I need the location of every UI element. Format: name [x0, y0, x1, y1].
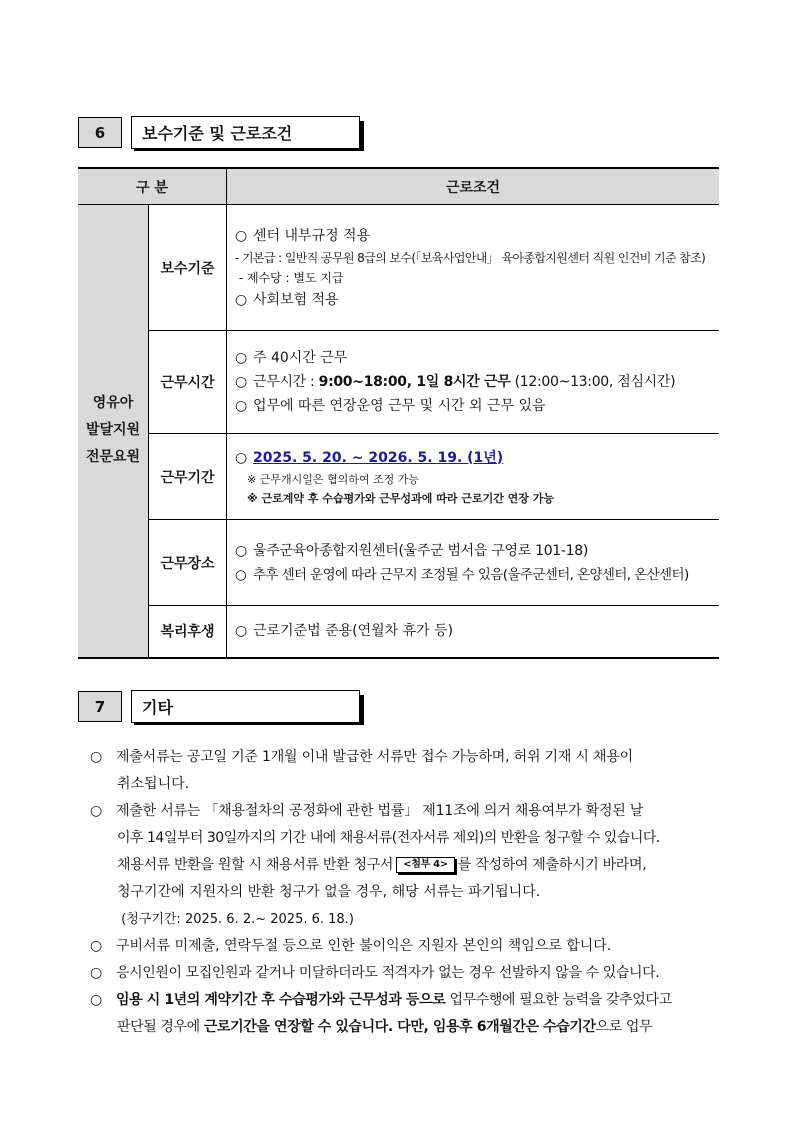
- etc-section: [90, 744, 730, 1041]
- pay-line: - 제수당 : 별도 지급: [235, 270, 344, 285]
- etc-text: 제출한 서류는 「채용절차의 공정화에 관한 법률」 제11조에 의거 채용여부가 확정된 날: [116, 803, 644, 819]
- table-row: [78, 205, 719, 331]
- pay-line: 센터 내부규정 적용: [253, 227, 371, 244]
- etc-text: 채용서류 반환을 원할 시 채용서류 반환 청구서: [117, 857, 394, 873]
- table-row: [78, 331, 719, 434]
- table-header-row: [78, 168, 719, 205]
- pay-line: - 기본급 : 일반직 공무원 8급의 보수(「보육사업안내」 육아종합지원센터 직원 인건비 기준 참조): [235, 250, 706, 265]
- etc-text: (청구기간: 2025. 6. 2.~ 2025. 6. 18.): [117, 912, 354, 927]
- section-number: 6: [78, 117, 122, 148]
- bullet-circle: ○: [235, 566, 247, 583]
- hours-conditions: [227, 331, 720, 434]
- bullet-circle: ○: [90, 803, 103, 819]
- period-note: ※ 근무개시일은 협의하여 조정 가능: [247, 472, 419, 486]
- etc-text: 를 작성하여 제출하시기 바라며,: [457, 857, 647, 873]
- hours-line: 주 40시간 근무: [253, 350, 348, 366]
- etc-text: 으로 업무: [595, 1019, 653, 1035]
- header-conditions: 근로조건: [227, 168, 720, 205]
- etc-item: [90, 744, 730, 771]
- bullet-circle: ○: [235, 542, 247, 559]
- category-cell: [78, 205, 149, 658]
- etc-item: [90, 960, 730, 987]
- place-conditions: [227, 520, 720, 606]
- etc-item: [90, 933, 730, 960]
- pay-conditions: [227, 205, 720, 331]
- hours-line-bold: 9:00~18:00, 1일 8시간 근무: [318, 374, 511, 390]
- bullet-circle: ○: [90, 749, 103, 765]
- etc-text: 판단될 경우에: [117, 1019, 204, 1035]
- hours-line: (12:00~13:00, 점심시간): [510, 374, 676, 390]
- bullet-circle: ○: [235, 291, 248, 308]
- attachment-badge: <첨부 4>: [396, 857, 455, 873]
- etc-text: 이후 14일부터 30일까지의 기간 내에 채용서류(전자서류 제외)의 반환을 청구할 수 있습니다.: [117, 830, 660, 846]
- table-row: [78, 434, 719, 520]
- etc-item: [90, 798, 730, 825]
- category-line: 영유아: [92, 395, 134, 412]
- etc-text: 제출서류는 공고일 기준 1개월 이내 발급한 서류만 접수 가능하며, 허위 기재 시 채용이: [116, 749, 633, 765]
- section-number: 7: [78, 691, 122, 722]
- etc-text: 응시인원이 모집인원과 같거나 미달하더라도 적격자가 없는 경우 선발하지 않을 수 있습니다.: [116, 965, 660, 981]
- row-label-place: 근무장소: [149, 520, 227, 606]
- bullet-circle: ○: [235, 623, 248, 640]
- bullet-circle: ○: [235, 374, 247, 390]
- row-label-pay: 보수기준: [149, 205, 227, 331]
- row-label-hours: 근무시간: [149, 331, 227, 434]
- pay-line: 사회보험 적용: [253, 291, 339, 308]
- place-line: 추후 센터 운영에 따라 근무지 조정될 수 있음(울주군센터, 온양센터, 온산센터): [253, 566, 689, 583]
- hours-line: 업무에 따른 연장운영 근무 및 시간 외 근무 있음: [253, 398, 546, 414]
- bullet-circle: ○: [235, 350, 248, 366]
- period-dates: 2025. 5. 20. ~ 2026. 5. 19. (1년): [253, 449, 504, 466]
- bullet-circle: ○: [235, 449, 248, 466]
- bullet-circle: ○: [90, 965, 103, 981]
- etc-item: [90, 987, 730, 1014]
- conditions-table: [78, 167, 719, 659]
- category-line: 전문요원: [85, 449, 141, 466]
- bullet-circle: ○: [235, 227, 248, 244]
- period-conditions: [227, 434, 720, 520]
- section-title: 기타: [131, 690, 360, 723]
- welfare-line: 근로기준법 준용(연월차 휴가 등): [253, 623, 454, 640]
- row-label-welfare: 복리후생: [149, 606, 227, 658]
- header-gubun: 구 분: [78, 168, 227, 205]
- section-title: 보수기준 및 근로조건: [131, 116, 360, 149]
- etc-text: 청구기간에 지원자의 반환 청구가 없을 경우, 해당 서류는 파기됩니다.: [117, 884, 541, 900]
- hours-line: 근무시간 :: [253, 374, 319, 390]
- table-row: [78, 520, 719, 606]
- row-label-period: 근무기간: [149, 434, 227, 520]
- etc-text: 구비서류 미제출, 연락두절 등으로 인한 불이익은 지원자 본인의 책임으로 합니다.: [116, 938, 612, 954]
- bullet-circle: ○: [235, 398, 248, 414]
- category-line: 발달지원: [85, 422, 141, 439]
- etc-text-bold: 근로기간을 연장할 수 있습니다. 다만, 임용후 6개월간은 수습기간: [203, 1019, 596, 1035]
- bullet-circle: ○: [90, 992, 103, 1008]
- etc-text: 취소됩니다.: [117, 776, 190, 792]
- welfare-conditions: [227, 606, 720, 658]
- etc-text-bold: 임용 시 1년의 계약기간 후 수습평가와 근무성과 등으로: [116, 992, 446, 1008]
- table-row: [78, 606, 719, 658]
- period-note: ※ 근로계약 후 수습평가와 근무성과에 따라 근로기간 연장 가능: [247, 491, 554, 505]
- bullet-circle: ○: [90, 938, 103, 954]
- place-line: 울주군육아종합지원센터(울주군 범서읍 구영로 101-18): [253, 542, 589, 559]
- etc-text: 업무수행에 필요한 능력을 갖추었다고: [445, 992, 672, 1008]
